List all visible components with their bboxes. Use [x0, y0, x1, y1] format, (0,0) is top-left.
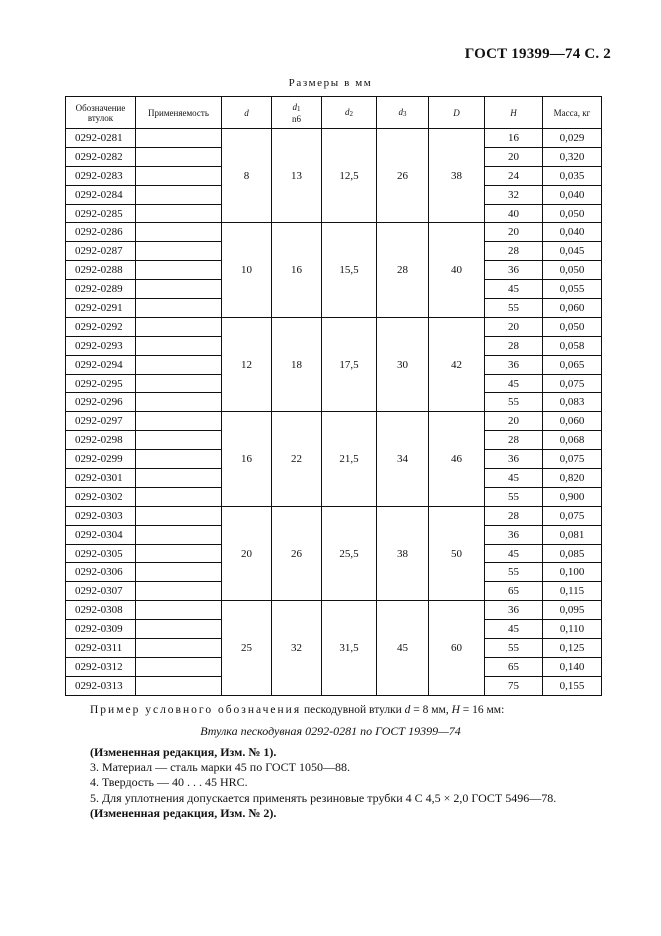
cell-H: 24 [485, 166, 543, 185]
cell-prim [136, 620, 222, 639]
cell-H: 55 [485, 393, 543, 412]
notes [90, 745, 556, 821]
cell-prim [136, 544, 222, 563]
cell-H: 20 [485, 317, 543, 336]
cell-mass: 0,040 [543, 185, 602, 204]
page-header: ГОСТ 19399—74 С. 2 [464, 46, 611, 62]
cell-d2: 21,5 [322, 412, 377, 506]
cell-prim [136, 412, 222, 431]
cell-mass: 0,820 [543, 469, 602, 488]
cell-mass: 0,050 [543, 317, 602, 336]
cell-oboz: 0292-0313 [66, 676, 136, 695]
cell-H: 28 [485, 336, 543, 355]
cell-D: 40 [429, 223, 485, 317]
cell-prim [136, 261, 222, 280]
cell-mass: 0,035 [543, 166, 602, 185]
cell-mass: 0,140 [543, 657, 602, 676]
cell-prim [136, 299, 222, 318]
note-4: 4. Твердость — 40 . . . 45 HRC. [90, 775, 248, 790]
cell-H: 36 [485, 525, 543, 544]
cell-prim [136, 317, 222, 336]
note-3: 3. Материал — сталь марки 45 по ГОСТ 1050—88. [90, 760, 351, 775]
cell-mass: 0,065 [543, 355, 602, 374]
cell-mass: 0,100 [543, 563, 602, 582]
cell-oboz: 0292-0303 [66, 506, 136, 525]
cell-prim [136, 393, 222, 412]
cell-d3: 45 [377, 601, 429, 695]
cell-d1: 18 [272, 317, 322, 411]
cell-H: 28 [485, 506, 543, 525]
cell-d3: 26 [377, 129, 429, 223]
cell-d2: 17,5 [322, 317, 377, 411]
cell-mass: 0,050 [543, 261, 602, 280]
cell-oboz: 0292-0301 [66, 469, 136, 488]
cell-D: 46 [429, 412, 485, 506]
cell-d2: 31,5 [322, 601, 377, 695]
cell-oboz: 0292-0283 [66, 166, 136, 185]
cell-oboz: 0292-0312 [66, 657, 136, 676]
cell-H: 40 [485, 204, 543, 223]
cell-d: 20 [222, 506, 272, 600]
cell-mass: 0,060 [543, 412, 602, 431]
cell-mass: 0,110 [543, 620, 602, 639]
cell-prim [136, 657, 222, 676]
cell-H: 45 [485, 280, 543, 299]
cell-oboz: 0292-0293 [66, 336, 136, 355]
cell-D: 60 [429, 601, 485, 695]
cell-prim [136, 601, 222, 620]
cell-prim [136, 242, 222, 261]
cell-oboz: 0292-0294 [66, 355, 136, 374]
note-5: 5. Для уплотнения допускается применять резиновые трубки 4 С 4,5 × 2,0 ГОСТ 5496—78. [90, 790, 557, 805]
col-oboz: Обозначение втулок [66, 97, 136, 129]
cell-mass: 0,055 [543, 280, 602, 299]
cell-H: 55 [485, 487, 543, 506]
cell-oboz: 0292-0281 [66, 129, 136, 148]
cell-mass: 0,068 [543, 431, 602, 450]
cell-d: 25 [222, 601, 272, 695]
cell-mass: 0,029 [543, 129, 602, 148]
cell-prim [136, 185, 222, 204]
cell-d: 12 [222, 317, 272, 411]
cell-mass: 0,050 [543, 204, 602, 223]
cell-mass: 0,060 [543, 299, 602, 318]
cell-oboz: 0292-0296 [66, 393, 136, 412]
edit-note-2: (Измененная редакция, Изм. № 2). [90, 805, 277, 820]
cell-mass: 0,900 [543, 487, 602, 506]
cell-mass: 0,125 [543, 639, 602, 658]
cell-mass: 0,058 [543, 336, 602, 355]
table-body [66, 129, 602, 696]
cell-H: 65 [485, 657, 543, 676]
cell-H: 55 [485, 299, 543, 318]
cell-oboz: 0292-0289 [66, 280, 136, 299]
cell-oboz: 0292-0298 [66, 431, 136, 450]
col-mass: Масса, кг [543, 97, 602, 129]
cell-oboz: 0292-0295 [66, 374, 136, 393]
cell-D: 42 [429, 317, 485, 411]
cell-H: 65 [485, 582, 543, 601]
cell-H: 28 [485, 431, 543, 450]
cell-d2: 25,5 [322, 506, 377, 600]
cell-oboz: 0292-0306 [66, 563, 136, 582]
cell-prim [136, 336, 222, 355]
cell-H: 36 [485, 601, 543, 620]
cell-oboz: 0292-0299 [66, 450, 136, 469]
cell-d1: 13 [272, 129, 322, 223]
example-designation: Втулка пескодувная 0292-0281 по ГОСТ 19399—74 [200, 724, 461, 738]
cell-prim [136, 487, 222, 506]
cell-H: 55 [485, 563, 543, 582]
cell-oboz: 0292-0287 [66, 242, 136, 261]
cell-H: 45 [485, 620, 543, 639]
cell-H: 55 [485, 639, 543, 658]
cell-d1: 16 [272, 223, 322, 317]
cell-d: 8 [222, 129, 272, 223]
col-prim: Применяемость [136, 97, 222, 129]
cell-d1: 22 [272, 412, 322, 506]
cell-mass: 0,320 [543, 147, 602, 166]
cell-oboz: 0292-0285 [66, 204, 136, 223]
col-d2: d2 [322, 97, 377, 129]
dimensions-table [65, 96, 602, 696]
cell-prim [136, 129, 222, 148]
cell-mass: 0,075 [543, 374, 602, 393]
cell-D: 38 [429, 129, 485, 223]
cell-d3: 28 [377, 223, 429, 317]
cell-H: 36 [485, 355, 543, 374]
table-row [66, 223, 602, 242]
cell-mass: 0,075 [543, 450, 602, 469]
cell-mass: 0,045 [543, 242, 602, 261]
table-row [66, 506, 602, 525]
cell-oboz: 0292-0286 [66, 223, 136, 242]
cell-oboz: 0292-0302 [66, 487, 136, 506]
cell-d1: 32 [272, 601, 322, 695]
cell-prim [136, 525, 222, 544]
cell-mass: 0,081 [543, 525, 602, 544]
cell-oboz: 0292-0292 [66, 317, 136, 336]
cell-d2: 15,5 [322, 223, 377, 317]
cell-oboz: 0292-0307 [66, 582, 136, 601]
cell-oboz: 0292-0284 [66, 185, 136, 204]
cell-prim [136, 355, 222, 374]
cell-d: 10 [222, 223, 272, 317]
cell-mass: 0,115 [543, 582, 602, 601]
cell-oboz: 0292-0311 [66, 639, 136, 658]
cell-H: 45 [485, 544, 543, 563]
cell-oboz: 0292-0288 [66, 261, 136, 280]
cell-prim [136, 676, 222, 695]
cell-oboz: 0292-0291 [66, 299, 136, 318]
cell-d2: 12,5 [322, 129, 377, 223]
cell-prim [136, 639, 222, 658]
edit-note-1: (Измененная редакция, Изм. № 1). [90, 745, 277, 759]
cell-d1: 26 [272, 506, 322, 600]
cell-oboz: 0292-0305 [66, 544, 136, 563]
cell-prim [136, 280, 222, 299]
cell-mass: 0,155 [543, 676, 602, 695]
cell-H: 45 [485, 374, 543, 393]
cell-H: 36 [485, 450, 543, 469]
cell-mass: 0,095 [543, 601, 602, 620]
cell-prim [136, 431, 222, 450]
example-heading: Пример условного обозначения пескодувной втулки d = 8 мм, H = 16 мм: [90, 704, 505, 716]
cell-mass: 0,075 [543, 506, 602, 525]
cell-prim [136, 166, 222, 185]
cell-oboz: 0292-0304 [66, 525, 136, 544]
cell-mass: 0,085 [543, 544, 602, 563]
cell-H: 28 [485, 242, 543, 261]
table-row [66, 601, 602, 620]
table-row [66, 412, 602, 431]
cell-d3: 30 [377, 317, 429, 411]
table-caption: Размеры в мм [288, 77, 373, 89]
cell-d: 16 [222, 412, 272, 506]
col-d1: d1 n6 [272, 97, 322, 129]
cell-H: 45 [485, 469, 543, 488]
cell-H: 20 [485, 147, 543, 166]
cell-prim [136, 204, 222, 223]
cell-D: 50 [429, 506, 485, 600]
table-row [66, 129, 602, 148]
cell-prim [136, 582, 222, 601]
cell-H: 20 [485, 223, 543, 242]
cell-H: 75 [485, 676, 543, 695]
cell-oboz: 0292-0308 [66, 601, 136, 620]
cell-prim [136, 147, 222, 166]
cell-d3: 38 [377, 506, 429, 600]
col-d: d [222, 97, 272, 129]
cell-H: 16 [485, 129, 543, 148]
cell-prim [136, 506, 222, 525]
cell-mass: 0,083 [543, 393, 602, 412]
table-header-row [66, 97, 602, 129]
cell-d3: 34 [377, 412, 429, 506]
cell-oboz: 0292-0282 [66, 147, 136, 166]
cell-prim [136, 374, 222, 393]
cell-mass: 0,040 [543, 223, 602, 242]
cell-prim [136, 450, 222, 469]
cell-H: 32 [485, 185, 543, 204]
cell-prim [136, 563, 222, 582]
col-d3: d3 [377, 97, 429, 129]
cell-oboz: 0292-0297 [66, 412, 136, 431]
col-H: H [485, 97, 543, 129]
cell-H: 36 [485, 261, 543, 280]
table-row [66, 317, 602, 336]
cell-oboz: 0292-0309 [66, 620, 136, 639]
cell-H: 20 [485, 412, 543, 431]
cell-prim [136, 223, 222, 242]
col-D: D [429, 97, 485, 129]
cell-prim [136, 469, 222, 488]
